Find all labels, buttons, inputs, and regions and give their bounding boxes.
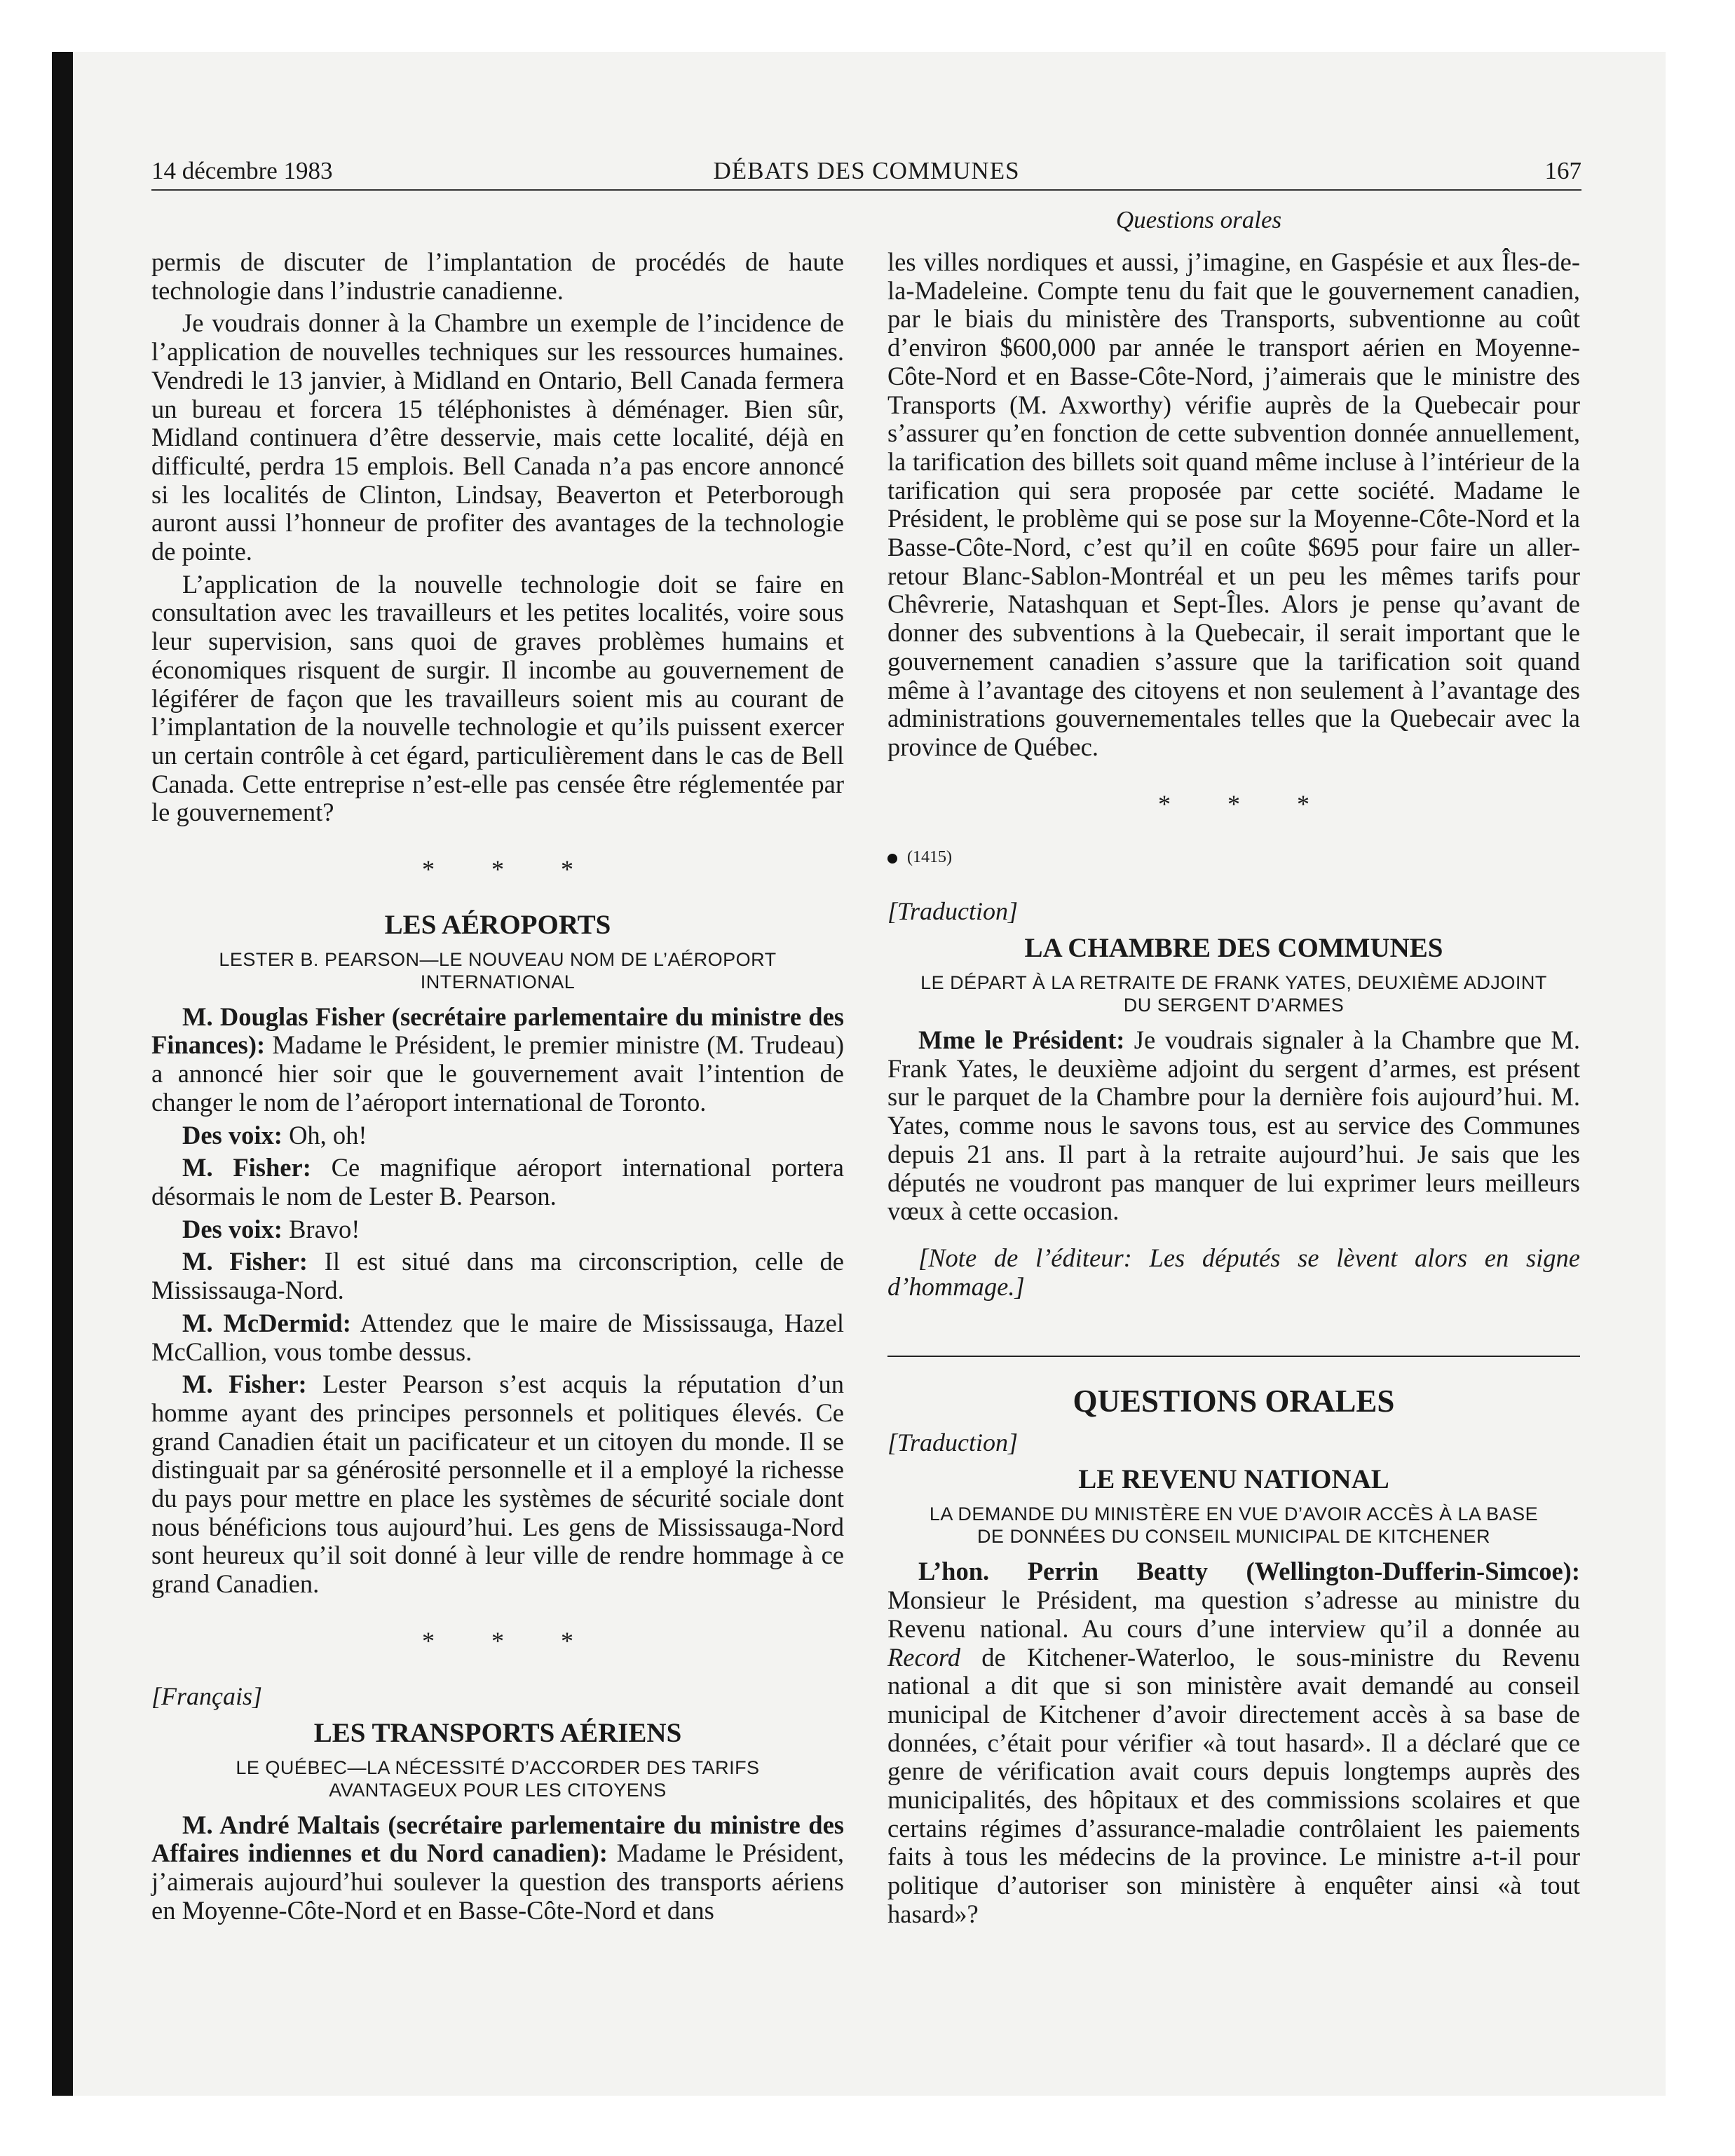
section-separator: * * * <box>1158 789 1335 818</box>
section-label: Questions orales <box>1115 206 1282 233</box>
speech-text: Oh, oh! <box>282 1120 367 1149</box>
right-column <box>887 248 1580 1933</box>
language-tag: [Traduction] <box>887 897 1019 926</box>
paragraph: L’application de la nouvelle technologie doit se faire en consultation avec les travailleurs et les petites localités, voire sous leur supervision, sans quoi de graves problèmes humains et économiques risquent de surgir. Il incombe au gouvernement de légiférer de façon que les travailleurs soient mis au courant de l’implantation de la nouvelle technologie et qu’ils puissent exercer un certain contrôle à cet égard, particulièrement dans le cas de Bell Canada. Cette entreprise n’est-elle pas censée être réglementée par le gouvernement? <box>151 569 844 827</box>
major-heading: QUESTIONS ORALES <box>1073 1384 1395 1419</box>
speech <box>151 1248 844 1304</box>
speaker-name: Des voix: <box>182 1120 283 1149</box>
section-subheading: LA DEMANDE DU MINISTÈRE EN VUE D’AVOIR ACCÈS À LA BASE DE DONNÉES DU CONSEIL MUNICIPAL DE KITCHENER <box>929 1503 1539 1548</box>
paragraph: les villes nordiques et aussi, j’imagine, en Gaspésie et aux Îles-de-la-Madeleine. Compte tenu du fait que le gouvernement canadien, par le biais du ministère des Transports, subventionne au coût d’environ $600,000 par année le transport aérien en Moyenne-Côte-Nord et en Basse-Côte-Nord, j’aimerais que le ministre des Transports (M. Axworthy) vérifie auprès de la Quebecair pour s’assurer qu’en fonction de cette subvention donnée annuellement, la tarification des billets soit quand même incluse à l’intérieur de la tarification qui sera proposée par cette société. Madame le Président, le problème qui se pose sur la Moyenne-Côte-Nord et la Basse-Côte-Nord, c’est qu’il en coûte $695 pour faire un aller-retour Blanc-Sablon-Montréal et un peu les mêmes tarifs pour Chêvrerie, Natashquan et Sept-Îles. Alors je pense qu’avant de donner des subventions à la Quebecair, il serait important que le gouvernement canadien s’assure que la tarification soit quand même à l’avantage des citoyens et non seulement à l’avantage des administrations gouvernementales telles que la Quebecair avec la province de Québec. <box>887 247 1580 761</box>
language-tag: [Traduction] <box>887 1428 1019 1457</box>
speaker-name: M. Fisher: <box>182 1153 311 1182</box>
section-separator: * * * <box>422 1626 599 1655</box>
section-heading: LES TRANSPORTS AÉRIENS <box>313 1717 682 1748</box>
speaker-name: Mme le Président: <box>918 1025 1125 1055</box>
header-title: DÉBATS DES COMMUNES <box>713 157 1020 184</box>
section-subheading: LE QUÉBEC—LA NÉCESSITÉ D’ACCORDER DES TARIFS AVANTAGEUX POUR LES CITOYENS <box>236 1756 760 1801</box>
speaker-name: M. Fisher: <box>182 1370 307 1399</box>
speech <box>151 1811 844 1925</box>
horizontal-rule <box>887 1356 1580 1357</box>
section-heading: LE REVENU NATIONAL <box>1078 1464 1389 1495</box>
publication-name: Record <box>887 1642 961 1672</box>
speaker-name: M. McDermid: <box>182 1308 351 1337</box>
speech <box>151 1370 844 1599</box>
header-date: 14 décembre 1983 <box>151 157 333 184</box>
speaker-name: M. Fisher: <box>182 1247 308 1276</box>
section-subheading: LESTER B. PEARSON—LE NOUVEAU NOM DE L’AÉROPORT INTERNATIONAL <box>219 948 777 992</box>
speech <box>151 1121 844 1150</box>
speech <box>151 1154 844 1210</box>
language-tag: [Français] <box>151 1681 263 1710</box>
speech-text: Attendez que le maire de Mississauga, Hazel McCallion, vous tombe dessus. <box>151 1308 844 1366</box>
section-separator: * * * <box>422 855 599 884</box>
speaker-name: M. Douglas Fisher (secrétaire parlementaire du ministre des Finances): <box>151 1002 844 1060</box>
speaker-name: Des voix: <box>182 1214 283 1243</box>
page-number: 167 <box>1544 157 1581 184</box>
binding-edge <box>52 52 73 2096</box>
speech-text: Madame le Président, j’aimerais aujourd’hui soulever la question des transports aériens en Moyenne-Côte-Nord et en Basse-Côte-Nord et dans <box>151 1838 844 1925</box>
speech-text: Il est situé dans ma circonscription, celle de Mississauga-Nord. <box>151 1247 844 1305</box>
section-subheading: LE DÉPART À LA RETRAITE DE FRANK YATES, DEUXIÈME ADJOINT DU SERGENT D’ARMES <box>920 972 1547 1016</box>
speech-text: Monsieur le Président, ma question s’adresse au ministre du Revenu national. Au cours d’une interview qu’il a donnée au <box>887 1585 1580 1643</box>
speech-text: Lester Pearson s’est acquis la réputation d’un homme ayant des principes personnels et politiques élevés. Ce grand Canadien était un pacificateur et un citoyen du monde. Il se distinguait par sa générosité personnelle et il a employé la richesse du pays pour mettre en place les systèmes de sécurité sociale dont nous bénéficions tous aujourd’hui. Les gens de Mississauga-Nord sont heureux qu’il soit donné à leur ville de rendre hommage à ce grand Canadien. <box>151 1370 844 1599</box>
speech-text: Je voudrais signaler à la Chambre que M. Frank Yates, le deuxième adjoint du sergent d’armes, est présent sur le parquet de la Chambre pour la dernière fois aujourd’hui. M. Yates, comme nous le savons tous, est au service des Communes depuis 21 ans. Il part à la retraite aujourd’hui. Je sais que les députés ne voudront pas manquer de lui exprimer leurs meilleurs vœux à cette occasion. <box>887 1025 1580 1226</box>
speaker-name: L’hon. Perrin Beatty (Wellington-Dufferin-Simcoe): <box>918 1557 1580 1586</box>
left-column <box>151 248 844 1929</box>
speech <box>151 1215 844 1244</box>
speech-text: Bravo! <box>282 1214 360 1243</box>
speech <box>887 1026 1580 1226</box>
speech-text: Ce magnifique aéroport international portera désormais le nom de Lester B. Pearson. <box>151 1153 845 1210</box>
speech-text: de Kitchener-Waterloo, le sous-ministre du Revenu national a dit que si son ministère avait demandé au conseil municipal de Kitchener d’avoir directement accès à sa base de données, c’était pour vérifier «à tout hasard». Il a déclaré que ce genre de vérification avait cours depuis longtemps auprès des municipalités, des hôpitaux et des commissions scolaires et que certains régimes d’assurance-maladie contrôlaient les paiements faits à tous les médecins de la province. Le ministre a-t-il pour politique d’autoriser son ministère à enquêter ainsi «à tout hasard»? <box>887 1642 1580 1928</box>
speech-text: Madame le Président, le premier ministre (M. Trudeau) a annoncé hier soir que le gouvernement avait l’intention de changer le nom de l’aéroport international de Toronto. <box>151 1030 844 1117</box>
page-header <box>151 156 1581 191</box>
paragraph: Je voudrais donner à la Chambre un exemple de l’incidence de l’application de nouvelles techniques sur les ressources humaines. Vendredi le 13 janvier, à Midland en Ontario, Bell Canada fermera un bureau et forcera 15 téléphonistes à déménager. Bien sûr, Midland continuera d’être desservie, mais cette localité, déjà en difficulté, perdra 15 emplois. Bell Canada n’a pas encore annoncé si les localités de Clinton, Lindsay, Beaverton et Peterborough auront aussi l’honneur de profiter des avantages de la technologie de pointe. <box>151 308 844 566</box>
speaker-name: M. André Maltais (secrétaire parlementaire du ministre des Affaires indiennes et du Nord canadien): <box>151 1810 844 1868</box>
speech <box>151 1003 844 1117</box>
section-heading: LA CHAMBRE DES COMMUNES <box>1024 933 1443 964</box>
section-heading: LES AÉROPORTS <box>384 909 611 940</box>
time-stamp: (1415) <box>907 848 952 867</box>
bullet-icon <box>887 854 897 864</box>
speech <box>151 1309 844 1366</box>
speech <box>887 1557 1580 1928</box>
paragraph: permis de discuter de l’implantation de procédés de haute technologie dans l’industrie canadienne. <box>151 247 844 305</box>
time-marker <box>887 843 1580 872</box>
editor-note: [Note de l’éditeur: Les députés se lèvent alors en signe d’hommage.] <box>887 1243 1580 1301</box>
